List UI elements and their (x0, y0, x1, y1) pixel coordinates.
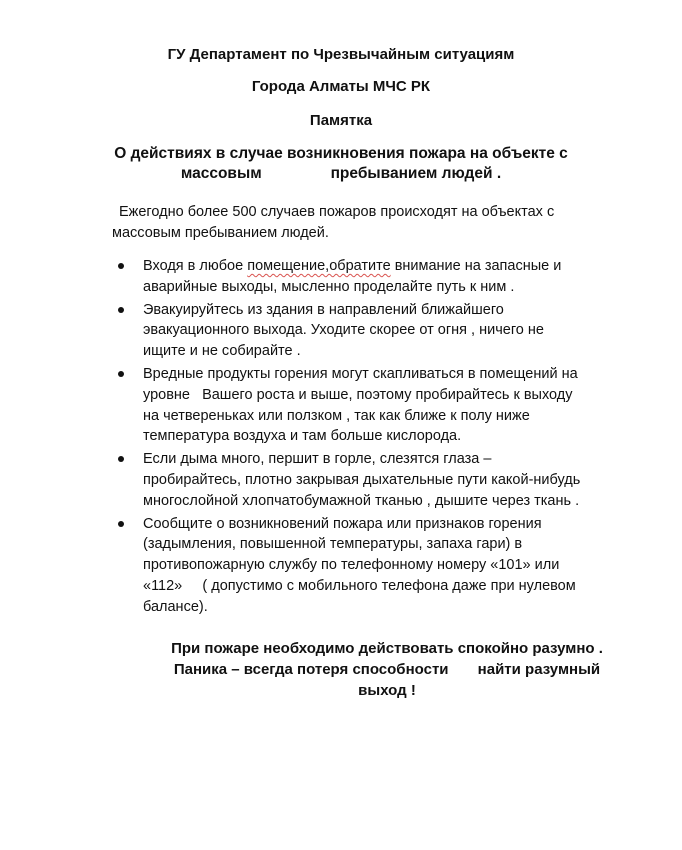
org-title-line2: Города Алматы МЧС РК (251, 78, 431, 95)
bullet-dot-icon (118, 307, 124, 313)
bullet-line: эвакуационного выхода. Уходите скорее от огня , ничего не (143, 322, 544, 339)
bullet-line: Сообщите о возникновений пожара или признаков горения (143, 515, 542, 532)
closing-statement (0, 638, 682, 701)
bullet-text: внимание на запасные и (390, 258, 562, 274)
bullet-line: балансе). (143, 598, 208, 615)
list-item (118, 449, 658, 511)
document-type-heading: Памятка (309, 112, 373, 129)
bullet-line: Вредные продукты горения могут скапливаться в помещений на (143, 365, 578, 382)
bullet-line: температура воздуха и там больше кислорода. (143, 428, 462, 445)
bullet-line: Если дыма много, першит в горле, слезятся глаза – (143, 451, 492, 468)
bullet-line: противопожарную службу по телефонному номеру «101» или (143, 557, 560, 574)
instructions-list (118, 256, 658, 620)
intro-line2: массовым пребыванием людей. (112, 225, 329, 241)
bullet-line: Эвакуируйтесь из здания в направлений ближайшего (143, 301, 504, 318)
subject-line2: массовым пребыванием людей . (180, 165, 502, 182)
closing-line2: Паника – всегда потеря способности найти разумный (173, 661, 601, 678)
bullet-line: многослойной хлопчатобумажной тканью , дышите через ткань . (143, 492, 580, 509)
bullet-dot-icon (118, 263, 124, 269)
bullet-dot-icon (118, 521, 124, 527)
bullet-line: (задымления, повышенной температуры, запаха гари) в (143, 536, 523, 553)
bullet-line: аварийные выходы, мысленно проделайте путь к ним . (143, 278, 515, 295)
bullet-line (143, 256, 658, 277)
bullet-dot-icon (118, 456, 124, 462)
closing-line3: выход ! (358, 682, 416, 699)
list-item (118, 300, 658, 362)
spellcheck-marked-text: помещение,обратите (247, 258, 391, 274)
intro-line1: Ежегодно более 500 случаев пожаров происходят на объектах с (119, 204, 555, 220)
org-title-line1: ГУ Департамент по Чрезвычайным ситуациям (167, 46, 515, 63)
document-subject (0, 144, 682, 184)
bullet-line: ищите и не собирайте . (143, 343, 301, 360)
bullet-text: Входя в любое (143, 258, 248, 274)
bullet-line: «112» ( допустимо с мобильного телефона даже при нулевом (143, 577, 576, 594)
subject-line1: О действиях в случае возникновения пожара на объекте с (114, 145, 568, 162)
bullet-dot-icon (118, 371, 124, 377)
intro-paragraph (112, 202, 632, 244)
list-item (118, 514, 658, 618)
bullet-line: на четвереньках или ползком , так как ближе к полу ниже (143, 407, 530, 424)
bullet-line: пробирайтесь, плотно закрывая дыхательные пути какой-нибудь (143, 471, 581, 488)
bullet-line: уровне Вашего роста и выше, поэтому пробирайтесь к выходу (143, 386, 573, 403)
list-item (118, 364, 658, 447)
closing-line1: При пожаре необходимо действовать спокойно разумно . (171, 640, 603, 657)
list-item (118, 256, 658, 298)
